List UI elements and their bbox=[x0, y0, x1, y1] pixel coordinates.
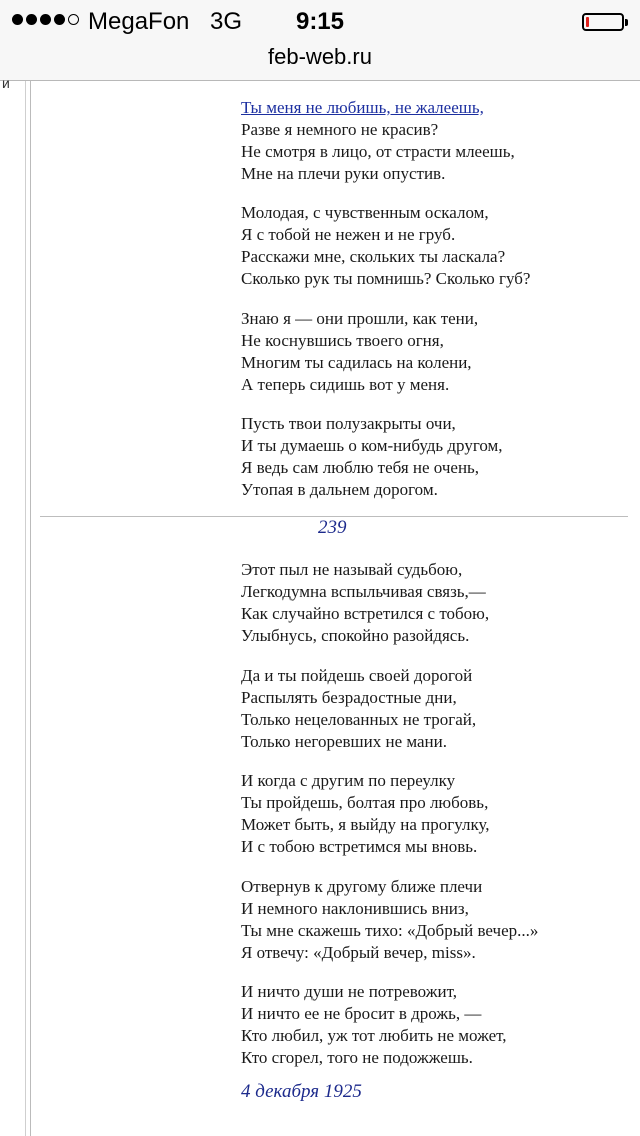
poem-line: И с тобою встретимся мы вновь. bbox=[241, 837, 478, 856]
poem-line: Только нецелованных не трогай, bbox=[241, 710, 477, 729]
poem-line: Улыбнусь, спокойно разойдясь. bbox=[241, 626, 470, 645]
poem-date: 4 декабря 1925 bbox=[241, 1081, 362, 1102]
address-bar[interactable] bbox=[0, 44, 640, 81]
poem-line: Я отвечу: «Добрый вечер, miss». bbox=[241, 943, 476, 962]
url-text[interactable]: feb-web.ru bbox=[268, 44, 372, 69]
status-bar bbox=[0, 0, 640, 44]
poem-line: Ты пройдешь, болтая про любовь, bbox=[241, 793, 489, 812]
poem-line: Не коснувшись твоего огня, bbox=[241, 331, 444, 350]
poem-line: Молодая, с чувственным оскалом, bbox=[241, 203, 489, 222]
network-type: 3G bbox=[210, 8, 243, 35]
poem-line: Легкодумна вспыльчивая связь,— bbox=[241, 582, 486, 601]
poem-line: Сколько рук ты помнишь? Сколько губ? bbox=[241, 269, 531, 288]
poem-line: Многим ты садилась на колени, bbox=[241, 353, 472, 372]
poem-line: Я с тобой не нежен и не груб. bbox=[241, 225, 456, 244]
poem-line: Мне на плечи руки опустив. bbox=[241, 164, 446, 183]
left-frame bbox=[0, 75, 31, 1136]
battery-icon bbox=[582, 13, 624, 31]
poem-line: И ты думаешь о ком-нибудь другом, bbox=[241, 436, 503, 455]
poem-line: Как случайно встретился с тобою, bbox=[241, 604, 490, 623]
poem-line: И когда с другим по переулку bbox=[241, 771, 456, 790]
poem-line: Распылять безрадостные дни, bbox=[241, 688, 457, 707]
poem-line: Отвернув к другому ближе плечи bbox=[241, 877, 483, 896]
poem-line: И ничто души не потревожит, bbox=[241, 982, 457, 1001]
poem-line: Не смотря в лицо, от страсти млеешь, bbox=[241, 142, 515, 161]
poem-line: Расскажи мне, скольких ты ласкала? bbox=[241, 247, 506, 266]
left-frame-text: и bbox=[2, 75, 10, 91]
poem-line: Может быть, я выйду на прогулку, bbox=[241, 815, 490, 834]
poem-line: Я ведь сам люблю тебя не очень, bbox=[241, 458, 480, 477]
poem-line: И немного наклонившись вниз, bbox=[241, 899, 469, 918]
poem-line: И ничто ее не бросит в дрожь, — bbox=[241, 1004, 482, 1023]
poem-line: Этот пыл не называй судьбою, bbox=[241, 560, 463, 579]
poem-line: Да и ты пойдешь своей дорогой bbox=[241, 666, 473, 685]
poem-line: А теперь сидишь вот у меня. bbox=[241, 375, 450, 394]
poem-line: Пусть твои полузакрыты очи, bbox=[241, 414, 456, 433]
web-page-content bbox=[0, 75, 640, 1136]
carrier-name: MegaFon bbox=[88, 8, 190, 35]
poem-line: Ты мне скажешь тихо: «Добрый вечер...» bbox=[241, 921, 539, 940]
poem-line: Утопая в дальнем дорогом. bbox=[241, 480, 438, 499]
poem-line: Только негоревших не мани. bbox=[241, 732, 447, 751]
poem-line: Знаю я — они прошли, как тени, bbox=[241, 309, 479, 328]
battery-level-fill bbox=[586, 17, 589, 27]
poem-line: Кто сгорел, того не подожжешь. bbox=[241, 1048, 473, 1067]
poem-line: Разве я немного не красив? bbox=[241, 120, 439, 139]
clock: 9:15 bbox=[295, 8, 345, 35]
page-number: 239 bbox=[318, 517, 347, 538]
poem-title-link[interactable]: Ты меня не любишь, не жалеешь, bbox=[241, 98, 484, 117]
poem-line: Кто любил, уж тот любить не может, bbox=[241, 1026, 507, 1045]
